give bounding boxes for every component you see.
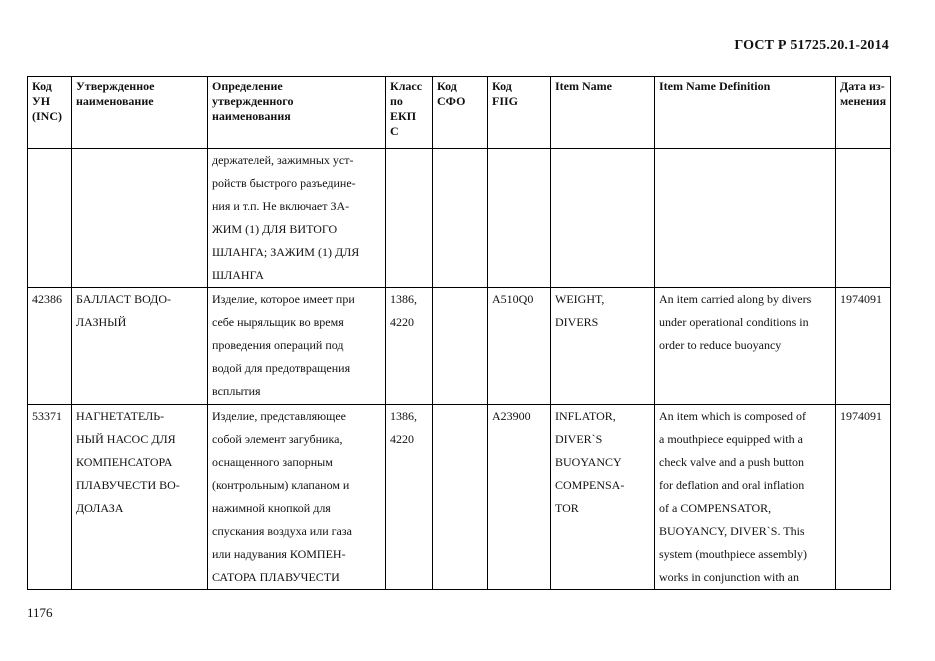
cell-approved-name-definition [208,288,386,405]
cell-change-date [836,288,891,405]
cell-line: 1974091 [840,292,882,306]
cell-line: 1974091 [840,409,882,423]
cell-item-name [551,288,655,405]
cell-item-name-definition [655,405,836,590]
header-line: С [390,124,399,138]
cell-class-ekps [386,405,433,590]
cell-code-fiig [488,405,551,590]
cell-line: BUOYANCY, DIVER`S. This [659,524,805,538]
header-line: Код [492,79,512,93]
header-line: Код [32,79,52,93]
cell-line: TOR [555,501,579,515]
header-class-ekps [386,77,433,149]
cell-line: Изделие, представляющее [212,409,346,423]
cell-line: WEIGHT, [555,292,605,306]
cell-line: НЫЙ НАСОС ДЛЯ [76,432,176,446]
cell-line: COMPENSA- [555,478,625,492]
cell-code-sfo [433,149,488,288]
header-code-sfo [433,77,488,149]
cell-code-fiig [488,149,551,288]
table-row [28,149,891,288]
cell-line: works in conjunction with an [659,570,799,584]
header-code-un-inc [28,77,72,149]
cell-line: 1386, [390,409,417,423]
cell-line: всплытия [212,384,261,398]
cell-line: ШЛАНГА [212,268,264,282]
header-line: УН [32,94,51,108]
cell-line: 53371 [32,409,62,423]
cell-line: проведения операций под [212,338,344,352]
header-line: (INC) [32,109,62,123]
cell-line: ШЛАНГА; ЗАЖИМ (1) ДЛЯ [212,245,360,259]
cell-line: An item which is composed of [659,409,806,423]
cell-line: водой для предотвращения [212,361,351,375]
cell-line: 42386 [32,292,62,306]
cell-line: INFLATOR, [555,409,616,423]
cell-line: order to reduce buoyancy [659,338,782,352]
cell-line: ройств быстрого разъедине- [212,176,356,190]
header-line: Item Name Definition [659,79,771,93]
cell-line: for deflation and oral inflation [659,478,805,492]
header-item-name [551,77,655,149]
cell-line: ДОЛАЗА [76,501,124,515]
cell-line: 4220 [390,432,414,446]
cell-line: себе ныряльщик во время [212,315,344,329]
header-approved-name [72,77,208,149]
table-row [28,288,891,405]
header-line: по [390,94,403,108]
cell-line: of a COMPENSATOR, [659,501,772,515]
cell-line: ния и т.п. Не включает ЗА- [212,199,350,213]
cell-approved-name [72,288,208,405]
header-line: менения [840,94,887,108]
header-line: утвержденного [212,94,294,108]
cell-line: держателей, зажимных уст- [212,153,354,167]
cell-item-name-definition [655,149,836,288]
cell-line: оснащенного запорным [212,455,333,469]
cell-change-date [836,405,891,590]
header-line: Дата из- [840,79,885,93]
page-number: 1176 [27,605,53,620]
header-line: FIIG [492,94,519,108]
header-line: Класс [390,79,423,93]
header-line: СФО [437,94,466,108]
table-header-row [28,77,891,149]
cell-line: check valve and a push button [659,455,804,469]
cell-approved-name [72,149,208,288]
cell-item-name-definition [655,288,836,405]
cell-line: 4220 [390,315,414,329]
cell-line: A23900 [492,409,531,423]
cell-class-ekps [386,149,433,288]
header-line: ЕКП [390,109,417,123]
cell-code-fiig [488,288,551,405]
cell-approved-name-definition [208,405,386,590]
cell-code-sfo [433,288,488,405]
cell-approved-name [72,405,208,590]
cell-line: system (mouthpiece assembly) [659,547,807,561]
header-line: Item Name [555,79,612,93]
cell-code-sfo [433,405,488,590]
cell-line: ЛАЗНЫЙ [76,315,127,329]
header-line: Код [437,79,457,93]
cell-code-un-inc [28,149,72,288]
cell-line: under operational conditions in [659,315,809,329]
cell-code-un-inc [28,405,72,590]
header-code-fiig [488,77,551,149]
cell-approved-name-definition [208,149,386,288]
cell-line: ЖИМ (1) ДЛЯ ВИТОГО [212,222,338,236]
nomenclature-table [27,76,891,590]
header-change-date [836,77,891,149]
cell-line: ПЛАВУЧЕСТИ ВО- [76,478,180,492]
cell-line: DIVERS [555,315,599,329]
cell-line: An item carried along by divers [659,292,812,306]
cell-line: DIVER`S [555,432,603,446]
header-line: Определение [212,79,283,93]
cell-line: спускания воздуха или газа [212,524,352,538]
header-line: наименование [76,94,154,108]
header-line: наименования [212,109,291,123]
header-item-name-definition [655,77,836,149]
cell-item-name [551,149,655,288]
cell-class-ekps [386,288,433,405]
document-standard-title: ГОСТ Р 51725.20.1-2014 [734,38,889,53]
cell-line: BUOYANCY [555,455,622,469]
cell-line: (контрольным) клапаном и [212,478,350,492]
cell-line: собой элемент загубника, [212,432,343,446]
cell-line: НАГНЕТАТЕЛЬ- [76,409,165,423]
cell-line: или надувания КОМПЕН- [212,547,346,561]
cell-item-name [551,405,655,590]
cell-line: САТОРА ПЛАВУЧЕСТИ [212,570,340,584]
cell-line: 1386, [390,292,417,306]
cell-line: БАЛЛАСТ ВОДО- [76,292,171,306]
table-row [28,405,891,590]
header-approved-name-definition [208,77,386,149]
cell-code-un-inc [28,288,72,405]
cell-change-date [836,149,891,288]
cell-line: A510Q0 [492,292,534,306]
cell-line: Изделие, которое имеет при [212,292,355,306]
cell-line: нажимной кнопкой для [212,501,331,515]
header-line: Утвержденное [76,79,155,93]
cell-line: КОМПЕНСАТОРА [76,455,173,469]
cell-line: a mouthpiece equipped with a [659,432,803,446]
